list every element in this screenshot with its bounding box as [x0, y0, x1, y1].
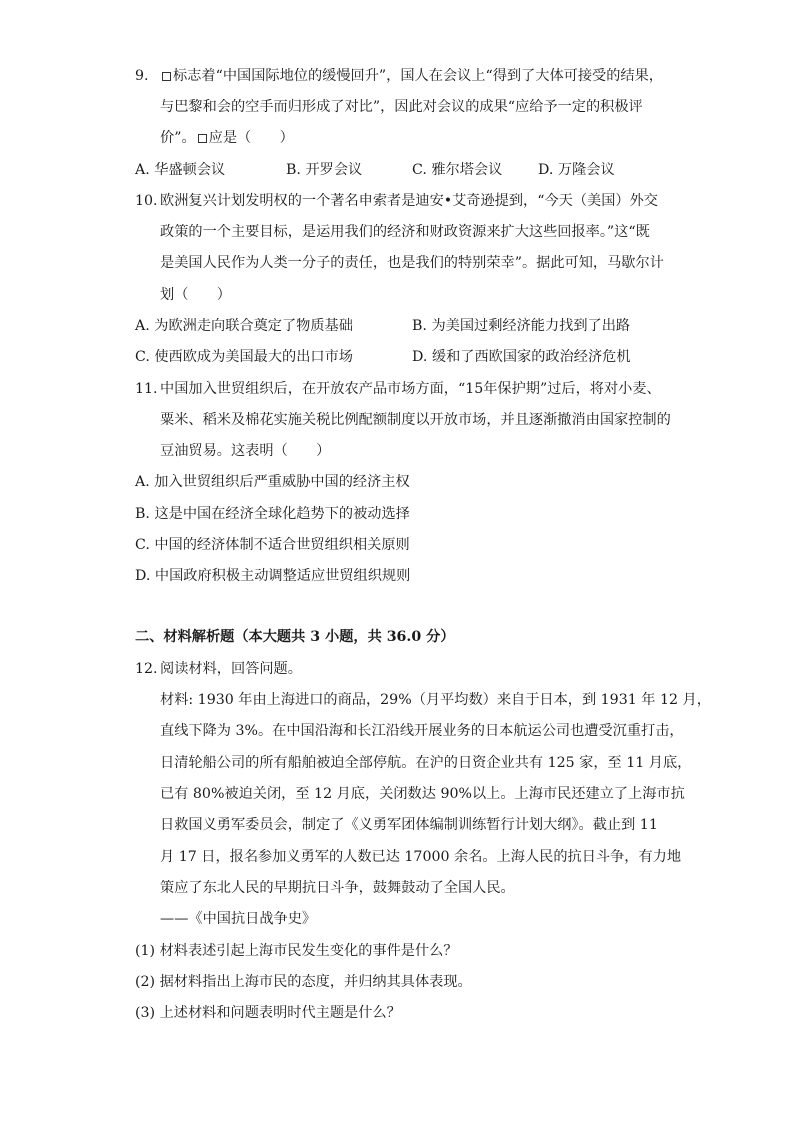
subquestion-1: (1) 材料表述引起上海市民发生变化的事件是什么？ — [135, 943, 458, 959]
question-line: 政策的一个主要目标，是运用我们的经济和财政资源来扩大这些回报率。”这“既 — [160, 224, 650, 240]
material-line: 日清轮船公司的所有船舶被迫全部停航。在沪的日资企业共有 125 家，至 11 月底， — [160, 755, 692, 771]
option-a[interactable]: A. 加入世贸组织后严重威胁中国的经济主权 — [135, 474, 410, 490]
question-line: 是美国人民作为人类一分子的责任，也是我们的特别荣幸”。据此可知，马歇尔计 — [160, 255, 664, 271]
question-prompt: 阅读材料，回答问题。 — [160, 661, 302, 677]
question-line: 标志着“中国国际地位的缓慢回升”，国人在会议上“得到了大体可接受的结果， — [160, 66, 663, 86]
material-source: ——《中国抗日战争史》 — [160, 911, 317, 927]
option-a[interactable]: A. 为欧洲走向联合奠定了物质基础 — [135, 318, 353, 334]
material-line: 策应了东北人民的早期抗日斗争，鼓舞鼓动了全国人民。 — [160, 880, 515, 896]
option-d[interactable]: D. 中国政府积极主动调整适应世贸组织规则 — [135, 568, 411, 584]
question-line: 中国加入世贸组织后，在开放农产品市场方面，“15年保护期”过后，将对小麦、 — [160, 381, 661, 397]
option-d[interactable]: D. 万隆会议 — [538, 162, 615, 178]
material-line: 材料: 1930 年由上海进口的商品，29%（月平均数）来自于日本，到 1931 年 12 月， — [160, 692, 711, 708]
question-number: 12. — [135, 661, 158, 677]
material-line: 直线下降为 3%。在中国沿海和长江沿线开展业务的日本航运公司也遭受沉重打击， — [160, 723, 684, 739]
section-heading: 二、材料解析题（本大题共 3 小题，共 36.0 分） — [135, 629, 455, 645]
question-number: 10. — [135, 193, 158, 209]
material-line: 日救国义勇军委员会，制定了《义勇军团体编制训练暂行计划大纲》。截止到 11 — [160, 817, 658, 833]
option-c[interactable]: C. 中国的经济体制不适合世贸组织相关原则 — [135, 537, 410, 553]
material-line: 已有 80%被迫关闭，至 12 月底，关闭数达 90%以上。上海市民还建立了上海市抗 — [160, 786, 685, 802]
question-line: 与巴黎和会的空手而归形成了对比”，因此对会议的成果“应给予一定的积极评 — [160, 99, 643, 115]
option-a[interactable]: A. 华盛顿会议 — [135, 162, 226, 178]
placeholder-box-icon — [162, 72, 171, 81]
question-line: 豆油贸易。这表明（ ） — [160, 443, 331, 459]
option-c[interactable]: C. 使西欧成为美国最大的出口市场 — [135, 349, 353, 365]
question-number: 11. — [135, 381, 158, 397]
option-c[interactable]: C. 雅尔塔会议 — [412, 162, 503, 178]
option-b[interactable]: B. 这是中国在经济全球化趋势下的被动选择 — [135, 506, 410, 522]
subquestion-3: (3) 上述材料和问题表明时代主题是什么？ — [135, 1005, 401, 1021]
question-line: 粟米、稻米及棉花实施关税比例配额制度以开放市场，并且逐渐撤消由国家控制的 — [160, 412, 671, 428]
question-line: 欧洲复兴计划发明权的一个著名申索者是迪安•艾奇逊提到，“今天（美国）外交 — [160, 193, 658, 209]
option-d[interactable]: D. 缓和了西欧国家的政治经济危机 — [412, 349, 631, 365]
question-line: 划（ ） — [160, 287, 231, 303]
subquestion-2: (2) 据材料指出上海市民的态度，并归纳其具体表现。 — [135, 974, 472, 990]
question-line: 价”。 应是（ ） — [160, 130, 294, 146]
placeholder-box-icon — [198, 134, 207, 143]
material-line: 月 17 日，报名参加义勇军的人数已达 17000 余名。上海人民的抗日斗争，有力地 — [160, 849, 682, 865]
option-b[interactable]: B. 为美国过剩经济能力找到了出路 — [412, 318, 631, 334]
option-b[interactable]: B. 开罗会议 — [286, 162, 363, 178]
question-number: 9. — [135, 68, 149, 84]
